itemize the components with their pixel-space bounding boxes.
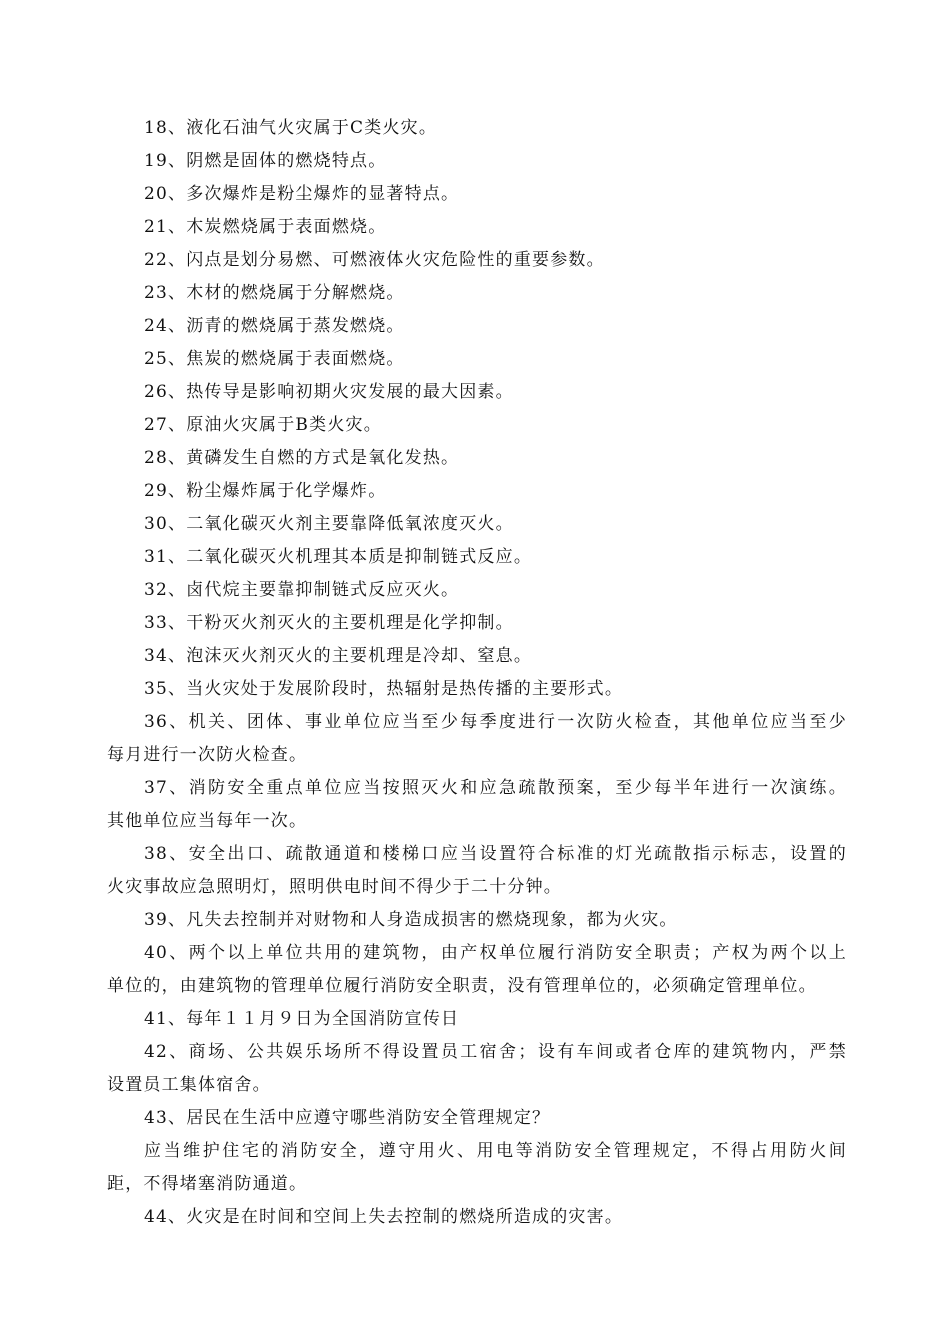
paragraph-line: 21、木炭燃烧属于表面燃烧。 (144, 217, 387, 237)
paragraph-continuation-line: 火灾事故应急照明灯，照明供电时间不得少于二十分钟。 (107, 877, 562, 897)
document-body (107, 112, 847, 1234)
paragraph-line: 43、居民在生活中应遵守哪些消防安全管理规定？ (144, 1108, 551, 1128)
paragraph-line: 26、热传导是影响初期火灾发展的最大因素。 (144, 382, 514, 402)
paragraph-continuation-line: 每月进行一次防火检查。 (107, 745, 308, 765)
paragraph-line: 30、二氧化碳灭火剂主要靠降低氧浓度灭火。 (144, 514, 514, 534)
paragraph-line: 40、两个以上单位共用的建筑物，由产权单位履行消防安全职责；产权为两个以上 (144, 943, 847, 963)
paragraph-line: 37、消防安全重点单位应当按照灭火和应急疏散预案，至少每半年进行一次演练。 (144, 778, 847, 798)
paragraph-line: 33、干粉灭火剂灭火的主要机理是化学抑制。 (144, 613, 514, 633)
paragraph-line: 20、多次爆炸是粉尘爆炸的显著特点。 (144, 184, 460, 204)
paragraph-line: 38、安全出口、疏散通道和楼梯口应当设置符合标准的灯光疏散指示标志，设置的 (144, 844, 847, 864)
paragraph-line: 25、焦炭的燃烧属于表面燃烧。 (144, 349, 405, 369)
paragraph-line: 27、原油火灾属于B类火灾。 (144, 415, 382, 435)
paragraph-continuation-line: 设置员工集体宿舍。 (107, 1075, 271, 1095)
paragraph-line: 35、当火灾处于发展阶段时，热辐射是热传播的主要形式。 (144, 679, 624, 699)
paragraph-line: 24、沥青的燃烧属于蒸发燃烧。 (144, 316, 405, 336)
paragraph-line: 29、粉尘爆炸属于化学爆炸。 (144, 481, 387, 501)
paragraph-line: 36、机关、团体、事业单位应当至少每季度进行一次防火检查，其他单位应当至少 (144, 712, 847, 732)
paragraph-line: 19、阴燃是固体的燃烧特点。 (144, 151, 387, 171)
paragraph-continuation-line: 距，不得堵塞消防通道。 (107, 1174, 308, 1194)
paragraph-line: 32、卤代烷主要靠抑制链式反应灭火。 (144, 580, 460, 600)
paragraph-line: 42、商场、公共娱乐场所不得设置员工宿舍；设有车间或者仓库的建筑物内，严禁 (144, 1042, 847, 1062)
paragraph-line: 39、凡失去控制并对财物和人身造成损害的燃烧现象，都为火灾。 (144, 910, 678, 930)
paragraph-line: 28、黄磷发生自燃的方式是氧化发热。 (144, 448, 460, 468)
paragraph-continuation-line: 其他单位应当每年一次。 (107, 811, 308, 831)
paragraph-line: 应当维护住宅的消防安全，遵守用火、用电等消防安全管理规定，不得占用防火间 (144, 1141, 847, 1161)
paragraph-line: 18、液化石油气火灾属于C类火灾。 (144, 118, 438, 138)
paragraph-line: 34、泡沫灭火剂灭火的主要机理是冷却、窒息。 (144, 646, 533, 666)
paragraph-line: 41、每年１１月９日为全国消防宣传日 (144, 1009, 460, 1029)
paragraph-continuation-line: 单位的，由建筑物的管理单位履行消防安全职责，没有管理单位的，必须确定管理单位。 (107, 976, 817, 996)
paragraph-line: 23、木材的燃烧属于分解燃烧。 (144, 283, 405, 303)
paragraph-line: 31、二氧化碳灭火机理其本质是抑制链式反应。 (144, 547, 533, 567)
paragraph-line: 22、闪点是划分易燃、可燃液体火灾危险性的重要参数。 (144, 250, 605, 270)
paragraph-line: 44、火灾是在时间和空间上失去控制的燃烧所造成的灾害。 (144, 1207, 624, 1227)
